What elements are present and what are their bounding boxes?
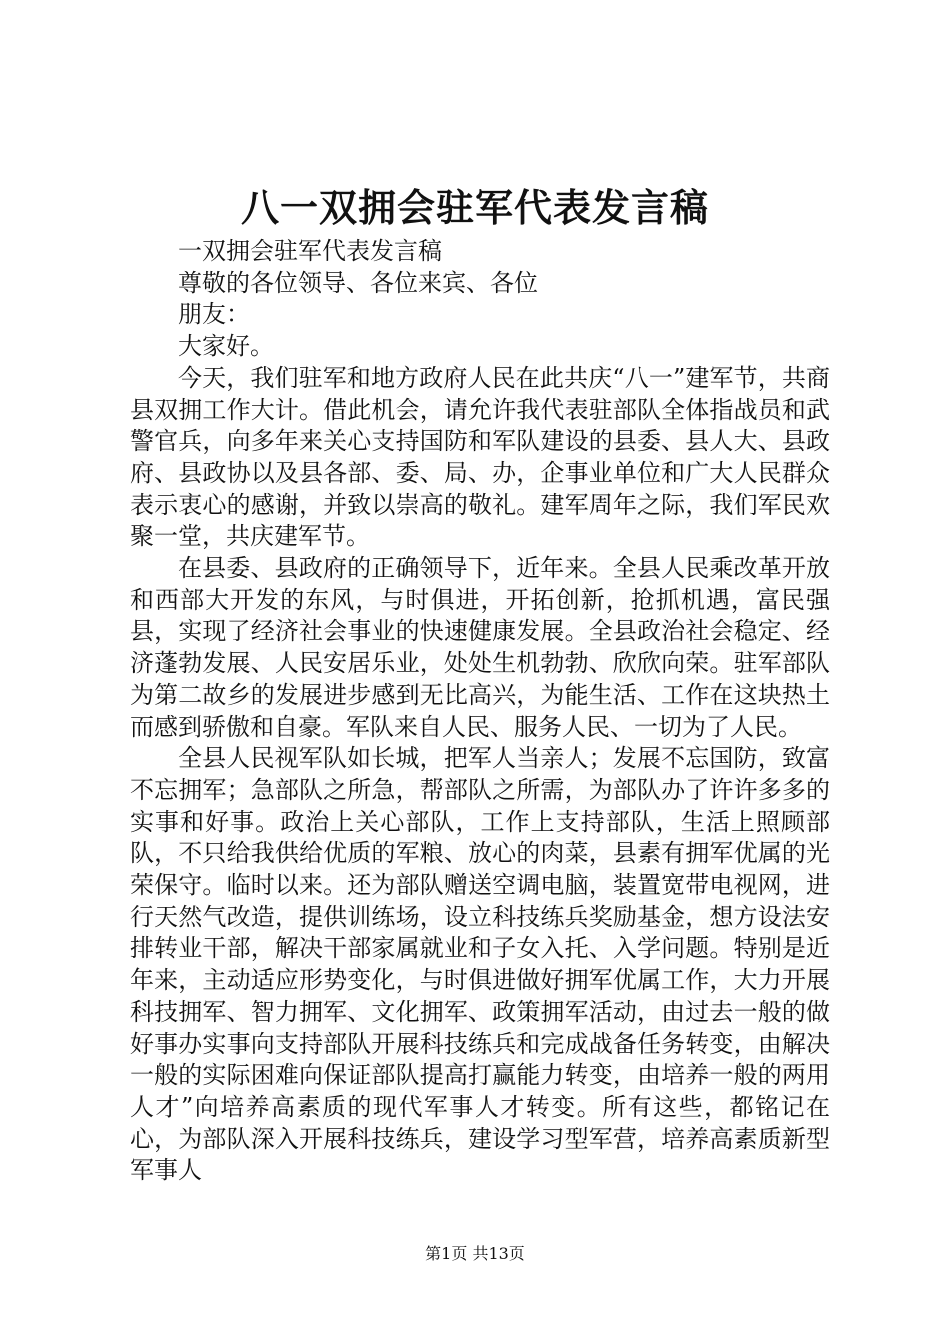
document-title: 八一双拥会驻军代表发言稿 (240, 185, 709, 230)
paragraph-body: 全县人民视军队如长城，把军人当亲人；发展不忘国防，致富不忘拥军；急部队之所急，帮部队之所需，为部队办了许许多多的实事和好事。政治上关心部队，工作上支持部队，生活上照顾部队，不只给我供给优质的军粮、放心的肉菜，县素有拥军优属的光荣保守。临时以来。还为部队赠送空调电脑，装置宽带电视网，进行天然气改造，提供训练场，设立科技练兵奖励基金，想方设法安排转业干部，解决干部家属就业和子女入托、入学问题。特别是近年来，主动适应形势变化，与时俱进做好拥军优属工作，大力开展科技拥军、智力拥军、文化拥军、政策拥军活动，由过去一般的做好事办实事向支持部队开展科技练兵和完成战备任务转变，由解决一般的实际困难向保证部队提高打赢能力转变，由培养一般的两用人才”向培养高素质的现代军事人才转变。所有这些，都铭记在心，为部队深入开展科技练兵，建设学习型军营，培养高素质新型军事人 (130, 744, 830, 1185)
paragraph-subtitle: 一双拥会驻军代表发言稿 (178, 237, 442, 265)
page-footer: 第1页 共13页 (425, 1244, 525, 1263)
paragraph-body: 在县委、县政府的正确领导下，近年来。全县人民乘改革开放和西部大开发的东风，与时俱进，开拓创新，抢抓机遇，富民强县，实现了经济社会事业的快速健康发展。全县政治社会稳定、经济蓬勃发展、人民安居乐业，处处生机勃勃、欣欣向荣。驻军部队为第二故乡的发展进步感到无比高兴，为能生活、工作在这块热土而感到骄傲和自豪。军队来自人民、服务人民、一切为了人民。 (130, 554, 830, 741)
paragraph-salutation-cont: 朋友： (178, 300, 250, 329)
paragraph-greeting: 大家好。 (178, 332, 274, 361)
document-body (130, 236, 830, 1187)
paragraph-salutation: 尊敬的各位领导、各位来宾、各位 (178, 268, 538, 297)
paragraph-body: 今天，我们驻军和地方政府人民在此共庆“八一”建军节，共商县双拥工作大计。借此机会，请允许我代表驻部队全体指战员和武警官兵，向多年来关心支持国防和军队建设的县委、县人大、县政府、县政协以及县各部、委、局、办，企事业单位和广大人民群众表示衷心的感谢，并致以崇高的敬礼。建军周年之际，我们军民欢聚一堂，共庆建军节。 (130, 363, 830, 551)
